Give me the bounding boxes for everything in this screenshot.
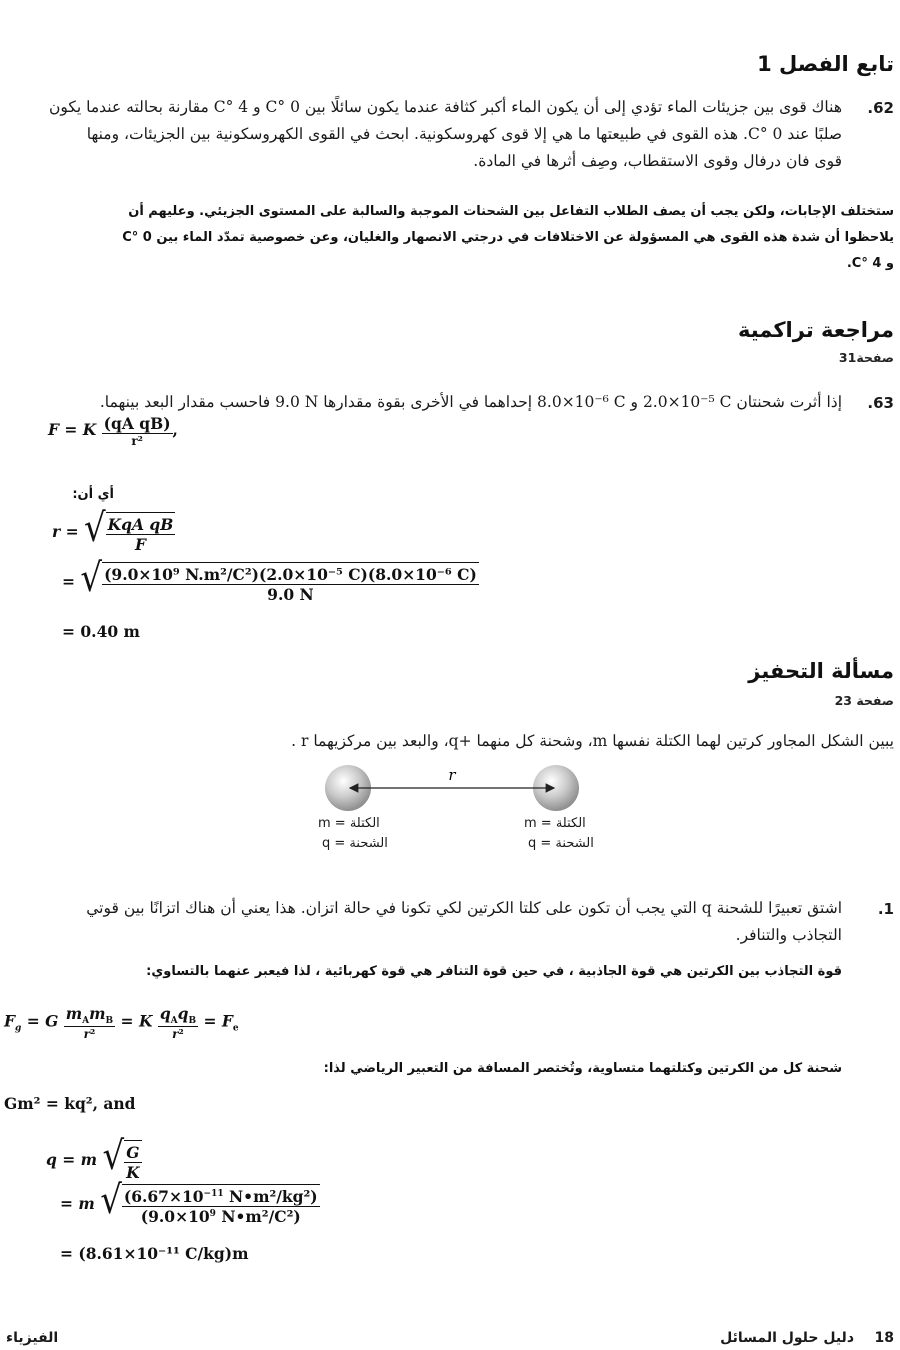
q62-answer-line-2: يلاحظوا أن شدة هذه القوى هي المسؤولة عن الاختلافات في درجتي الانصهار والغليان، وعن خصوصية تمدّد الماء بين 0 °C: [122, 230, 894, 245]
left-mass-label: m = الكتلة: [318, 816, 380, 831]
chapter-heading: تابع الفصل 1: [757, 52, 894, 76]
page-number: 18: [874, 1330, 894, 1346]
q1-answer-1: قوة التجاذب بين الكرتين هي قوة الجاذبية ، في حين قوة التنافر هي قوة كهربائية ، لذا فيعبر عنهما بالتساوي:: [146, 964, 842, 979]
question-63-number: .63: [867, 394, 894, 412]
challenge-page-ref: صفحة 23: [834, 693, 894, 708]
r-equation: [52, 505, 175, 554]
question-62-text: [2, 94, 842, 175]
left-charge-label: q = الشحنة: [322, 836, 388, 851]
question-1-number: .1: [877, 900, 894, 918]
challenge-intro: يبين الشكل المجاور كرتين لهما الكتلة نفسها m، وشحنة كل منهما +q، والبعد بين مركزيهما r .: [291, 732, 894, 750]
force-balance-equation: $F_g = G$ $\frac{m_Am_B}{\text{r²}}$ = K $\frac{q_Aq_B}{\text{r²}}$ = $F_e$: [4, 1004, 239, 1042]
book-title: دليل حلول المسائل: [720, 1330, 854, 1346]
eq-sub-numerator: (9.0×10⁹ N.m²/C²)(2.0×10⁻⁵ C)(8.0×10⁻⁶ C): [104, 565, 477, 584]
right-charge-label: q = الشحنة: [528, 836, 594, 851]
eq-f-lhs: F = K: [48, 420, 97, 439]
eq-r-numerator: KqA qB: [107, 515, 174, 534]
review-heading: مراجعة تراكمية: [737, 318, 894, 342]
challenge-heading: مسألة التحفيز: [748, 659, 894, 683]
eq-r-sqrt: √ $\frac{\text{KqA qB}}{F}$: [83, 505, 174, 554]
question-1-text: [2, 895, 842, 949]
question-62-answer: [2, 199, 894, 277]
right-mass-label: m = الكتلة: [524, 816, 586, 831]
distance-label: r: [448, 766, 456, 784]
gm-kq-equation: Gm² = kq², and: [4, 1094, 136, 1113]
question-62-number: .62: [867, 99, 894, 117]
q1-answer-2: شحنة كل من الكرتين وكتلتهما متساوية، وتُختصر المسافة من التعبير الرياضي لذا:: [323, 1061, 842, 1076]
review-page-ref: صفحة31: [838, 350, 894, 365]
eq-sub-sqrt: √ $\frac{\text{(9.0×10⁹ N.m²/C²)(2.0×10⁻⁵ C)(8.0×10⁻⁶ C)}}{9.0 N}$: [80, 555, 477, 604]
eq-f-denominator: r²: [131, 434, 143, 448]
q62-line-3: قوى فان درفال وقوى الاستقطاب، وصِف أثرها في المادة.: [473, 152, 842, 170]
q63-result: = 0.40 m: [62, 622, 140, 641]
q-substitution: = m √ $\frac{(6.67\times 10^{-11} N•m^2/kg^2)}{(9.0\times 10^9 N•m^2/C^2)}$: [60, 1177, 318, 1226]
q62-answer-line-1: ستختلف الإجابات، ولكن يجب أن يصف الطلاب التفاعل بين الشحنات الموجبة والسالبة على المستوى الجزيئي. وعليهم أن: [128, 204, 894, 219]
subject-label: الفيزياء: [6, 1330, 59, 1346]
q62-answer-line-3: و 4 °C.: [846, 256, 894, 271]
where-label: أي أن:: [72, 487, 114, 502]
q62-line-2: صلبًا عند 0 °C. هذه القوى في طبيعتها ما هي إلا قوى كهروسكونية. ابحث في القوى الكهروسكونية بين الجزيئات، ومنها: [86, 125, 842, 143]
coulomb-law-equation: F = K $\frac{\text{(qA qB)}}{\text{r²}}$ ,: [48, 414, 178, 448]
q1-result: = (8.61×10⁻¹¹ C/kg)m: [60, 1244, 249, 1263]
eq-r-lhs: r =: [52, 522, 79, 541]
eq-r-denominator: F: [134, 535, 146, 554]
eq-f-numerator: (qA qB): [103, 414, 171, 433]
q1-line-2: التجاذب والتنافر.: [735, 926, 842, 944]
eq-f-fraction: [102, 414, 173, 448]
q1-line-1: اشتق تعبيرًا للشحنة q التي يجب أن تكون على كلتا الكرتين لكي تكونا في حالة اتزان. هذا يعني أن هناك اتزانًا بين قوتي: [86, 899, 842, 917]
eq-sub-denominator: 9.0 N: [267, 585, 314, 604]
q62-line-1: هناك قوى بين جزيئات الماء تؤدي إلى أن يكون الماء أكبر كثافة عندما يكون سائلًا بين 0 °C و 4 °C مقارنة بحالته عندما يكون: [48, 98, 842, 116]
question-63-text: إذا أثرت شحنتان ‎2.0×10⁻⁵ C‎ و ‎8.0×10⁻⁶ C‎ إحداهما في الأخرى بقوة مقدارها ‎9.0 N‎ فاحسب مقدار البعد بينهما.: [99, 393, 842, 411]
q-equation: q = m √ $\frac{G}{K}$: [46, 1133, 140, 1182]
r-substitution: = √ $\frac{\text{(9.0×10⁹ N.m²/C²)(2.0×10⁻⁵ C)(8.0×10⁻⁶ C)}}{9.0 N}$: [62, 555, 477, 604]
